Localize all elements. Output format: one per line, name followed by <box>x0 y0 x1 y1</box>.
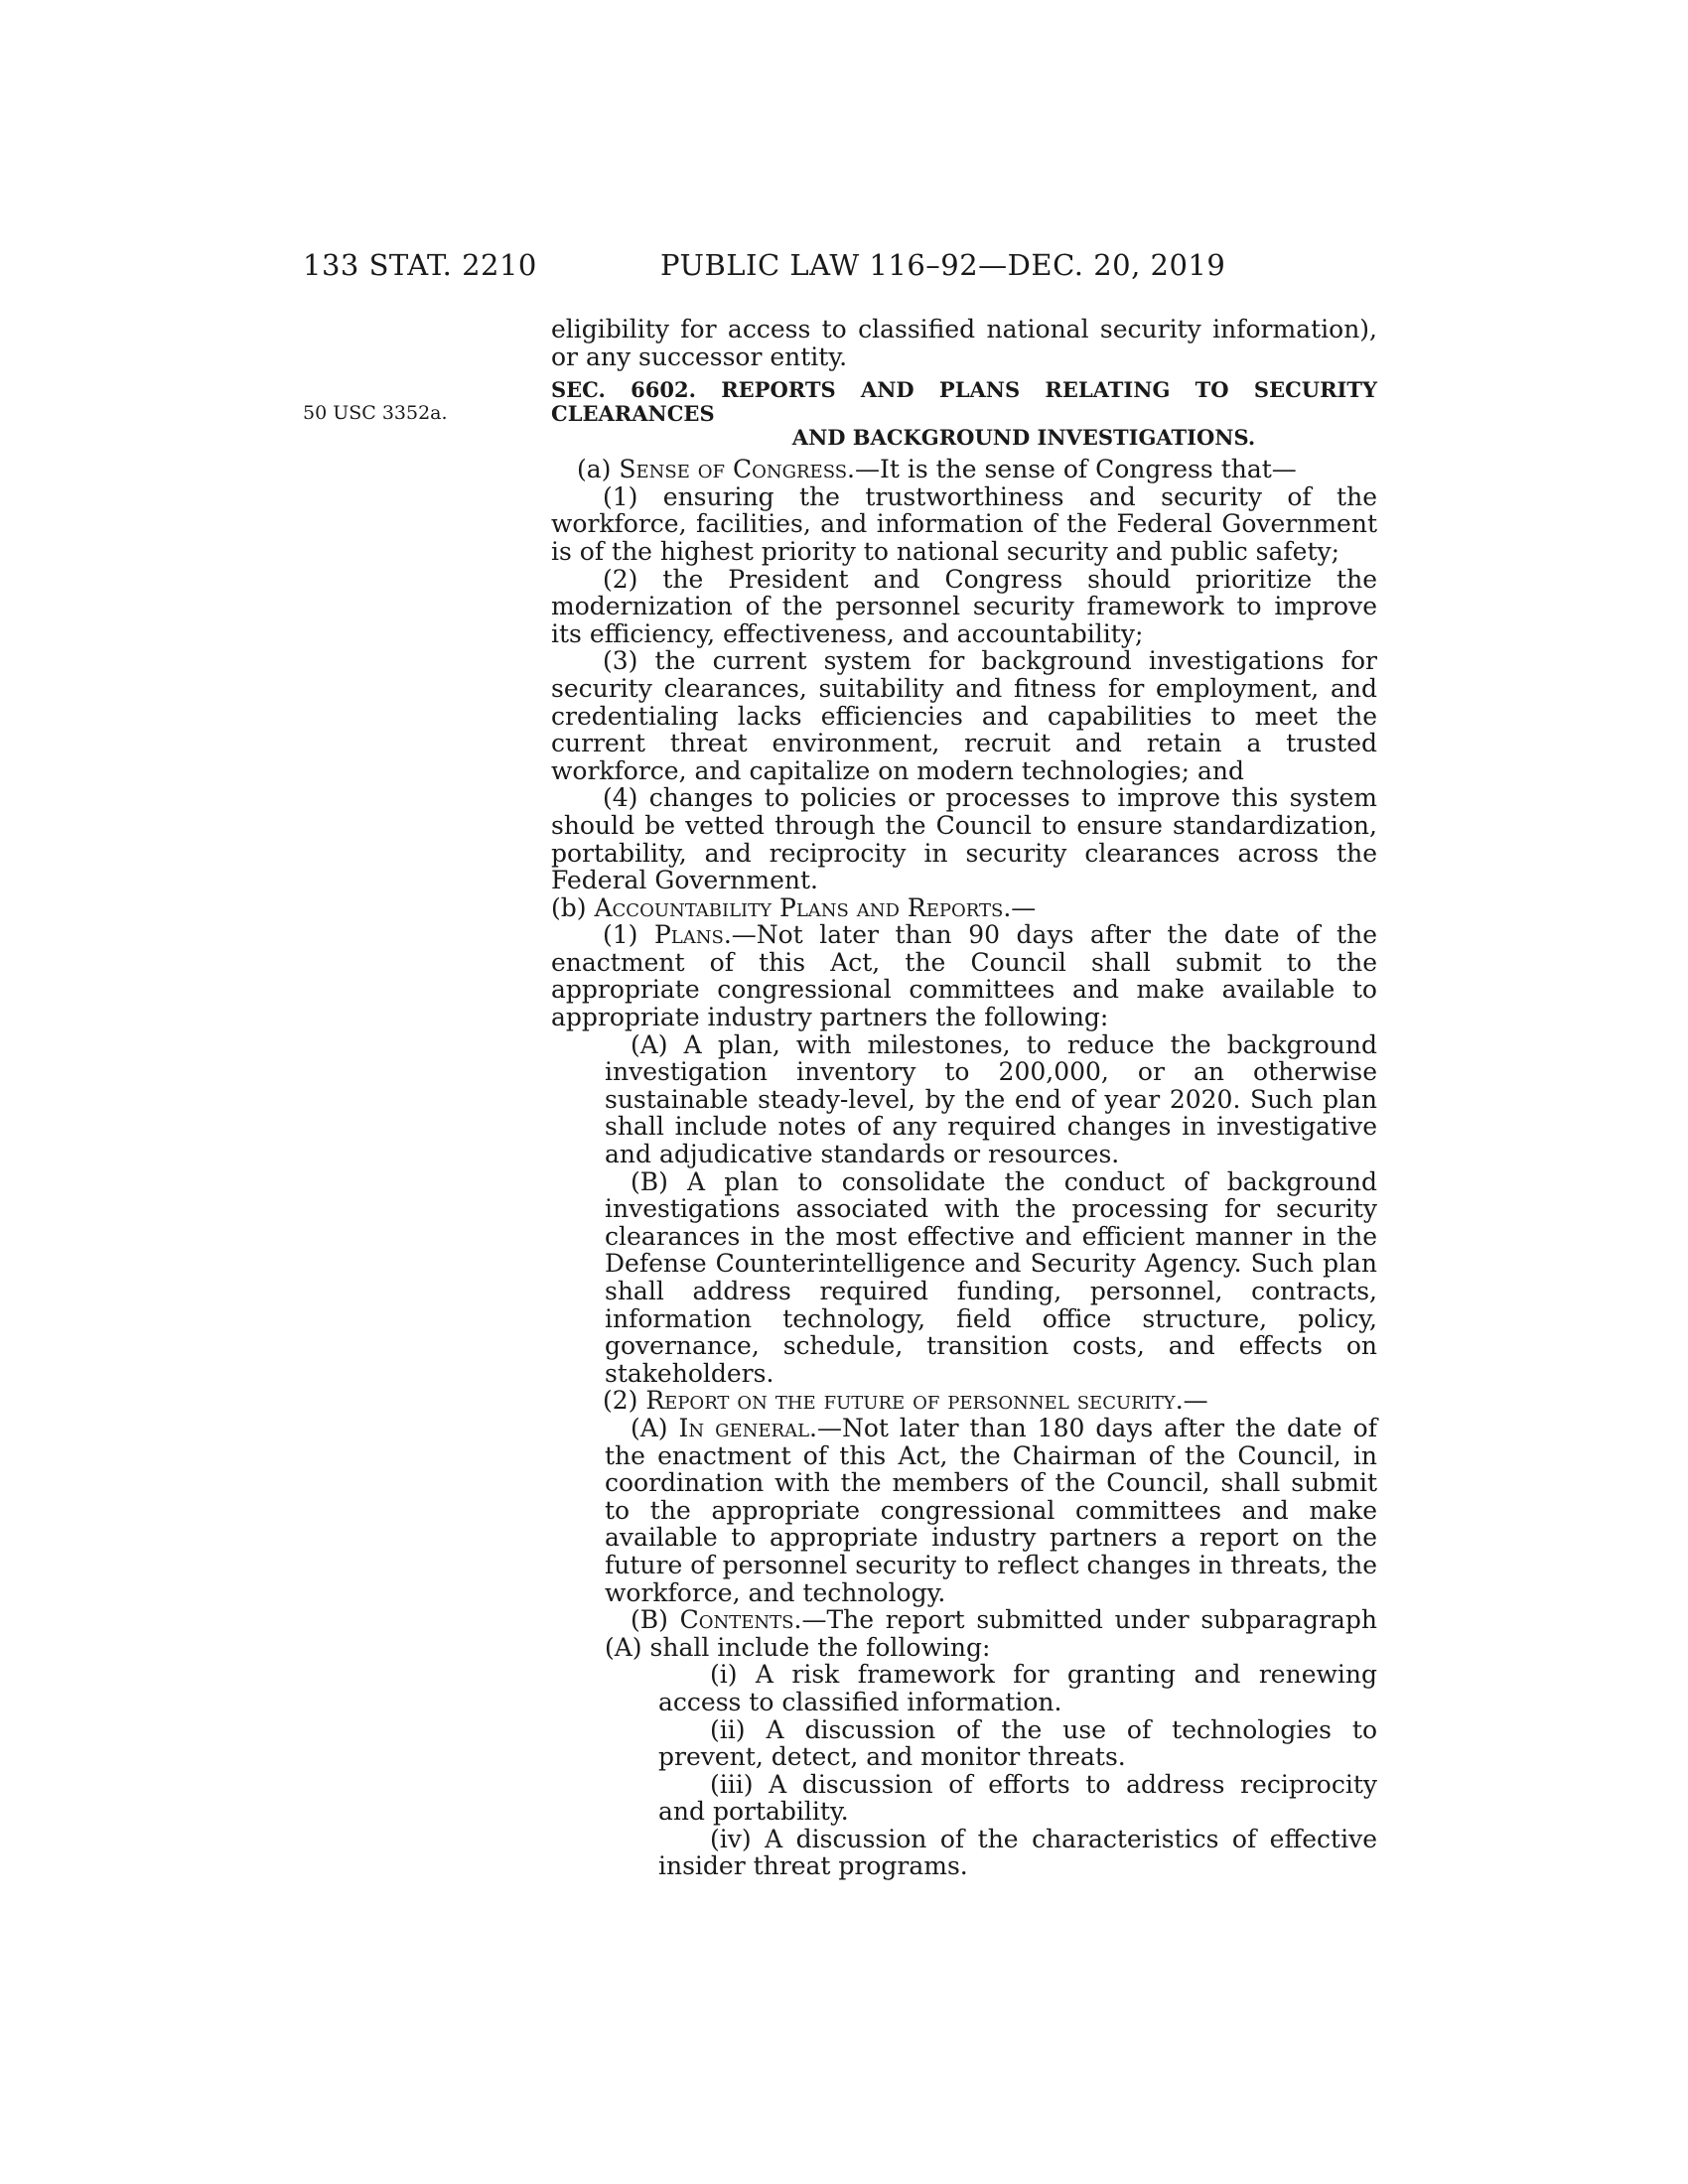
subsection-b-heading: Accountability Plans and Reports <box>594 892 1004 922</box>
statute-page-number: 133 STAT. 2210 <box>303 248 537 282</box>
section-heading-line-1: SEC. 6602. REPORTS AND PLANS RELATING TO SECURITY CLEARANCES <box>551 377 1377 427</box>
subparagraph-b2B-heading: Contents <box>679 1605 794 1635</box>
subparagraph-b2A <box>551 1415 1377 1606</box>
section-heading-line-2: AND BACKGROUND INVESTIGATIONS. <box>791 425 1256 451</box>
paragraph-a3: (3) the current system for background investigations for security clearances, suitability and fitness for employment, and credentialing lacks efficiencies and capabilities to meet the current threat environment, recruit and retain a trusted workforce, and capitalize on modern technologies; and <box>551 646 1377 785</box>
clause-ii: (ii) A discussion of the use of technologies to prevent, detect, and monitor threats. <box>658 1714 1377 1772</box>
subparagraph-b2B <box>551 1606 1377 1661</box>
subsection-b <box>551 894 1377 922</box>
paragraph-b1-heading: Plans <box>653 920 724 950</box>
section-heading <box>551 378 1377 450</box>
subsection-b-text: .— <box>1003 892 1037 922</box>
subparagraph-b2A-label: (A) <box>631 1413 679 1442</box>
subparagraph-b1A: (A) A plan, with milestones, to reduce the background investigation inventory to 200,000, or an otherwise sustainable steady-level, by the end of year 2020. Such plan shall include notes of any required changes in investigative and adjudicative standards or resources. <box>605 1029 1377 1169</box>
paragraph-b2-heading: Report on the future of personnel security <box>645 1386 1176 1416</box>
intro-paragraph: eligibility for access to classified national security information), or any successor entity. <box>551 315 1377 371</box>
paragraph-b1-text: .—Not later than 90 days after the date of the enactment of this Act, the Council shall submit to the appropriate congressional committees and make available to appropriate industry partners the following: <box>551 920 1377 1032</box>
usc-margin-note: 50 USC 3352a. <box>303 402 448 424</box>
public-law-citation: PUBLIC LAW 116–92—DEC. 20, 2019 <box>660 248 1226 282</box>
subsection-a <box>551 456 1377 483</box>
subsection-b-label: (b) <box>551 892 595 922</box>
subparagraph-b2A-heading: In general <box>678 1413 810 1442</box>
clause-iii: (iii) A discussion of efforts to address reciprocity and portability. <box>658 1769 1377 1827</box>
clause-iv: (iv) A discussion of the characteristics of effective insider threat programs. <box>658 1824 1377 1881</box>
subparagraph-b2B-text: .—The report submitted under subparagraph (A) shall include the following: <box>605 1605 1377 1662</box>
subsection-a-heading: Sense of Congress <box>619 455 848 484</box>
paragraph-b1-label: (1) <box>603 920 654 950</box>
paragraph-b2-label: (2) <box>603 1386 646 1416</box>
subsection-a-text: .—It is the sense of Congress that— <box>847 455 1297 484</box>
subparagraph-b2A-text: .—Not later than 180 days after the date of the enactment of this Act, the Chairman of the Council, in coordination with the members of the Council, shall submit to the appropriate congressional committees and make available to appropriate industry partners a report on the future of personnel security to reflect changes in threats, the workforce, and technology. <box>605 1413 1377 1607</box>
subsection-a-label: (a) <box>577 455 620 484</box>
paragraph-a4: (4) changes to policies or processes to improve this system should be vetted through the Council to ensure standardization, portability, and reciprocity in security clearances across the Federal Government. <box>551 783 1377 895</box>
paragraph-b2 <box>551 1387 1377 1415</box>
document-body <box>551 316 1377 1880</box>
subparagraph-b2B-label: (B) <box>631 1605 680 1635</box>
page-header <box>303 248 1375 288</box>
paragraph-a2: (2) the President and Congress should prioritize the modernization of the personnel security framework to improve its efficiency, effectiveness, and accountability; <box>551 564 1377 648</box>
clause-i: (i) A risk framework for granting and renewing access to classified information. <box>658 1660 1377 1716</box>
paragraph-b1 <box>551 921 1377 1030</box>
subparagraph-b1B: (B) A plan to consolidate the conduct of background investigations associated with the processing for security clearances in the most effective and efficient manner in the Defense Counterintelligence and Security Agency. Such plan shall address required funding, personnel, contracts, information technology, field office structure, policy, governance, schedule, transition costs, and effects on stakeholders. <box>605 1166 1377 1388</box>
paragraph-b2-text: .— <box>1175 1386 1208 1416</box>
paragraph-a1: (1) ensuring the trustworthiness and security of the workforce, facilities, and information of the Federal Government is of the highest priority to national security and public safety; <box>551 481 1377 566</box>
